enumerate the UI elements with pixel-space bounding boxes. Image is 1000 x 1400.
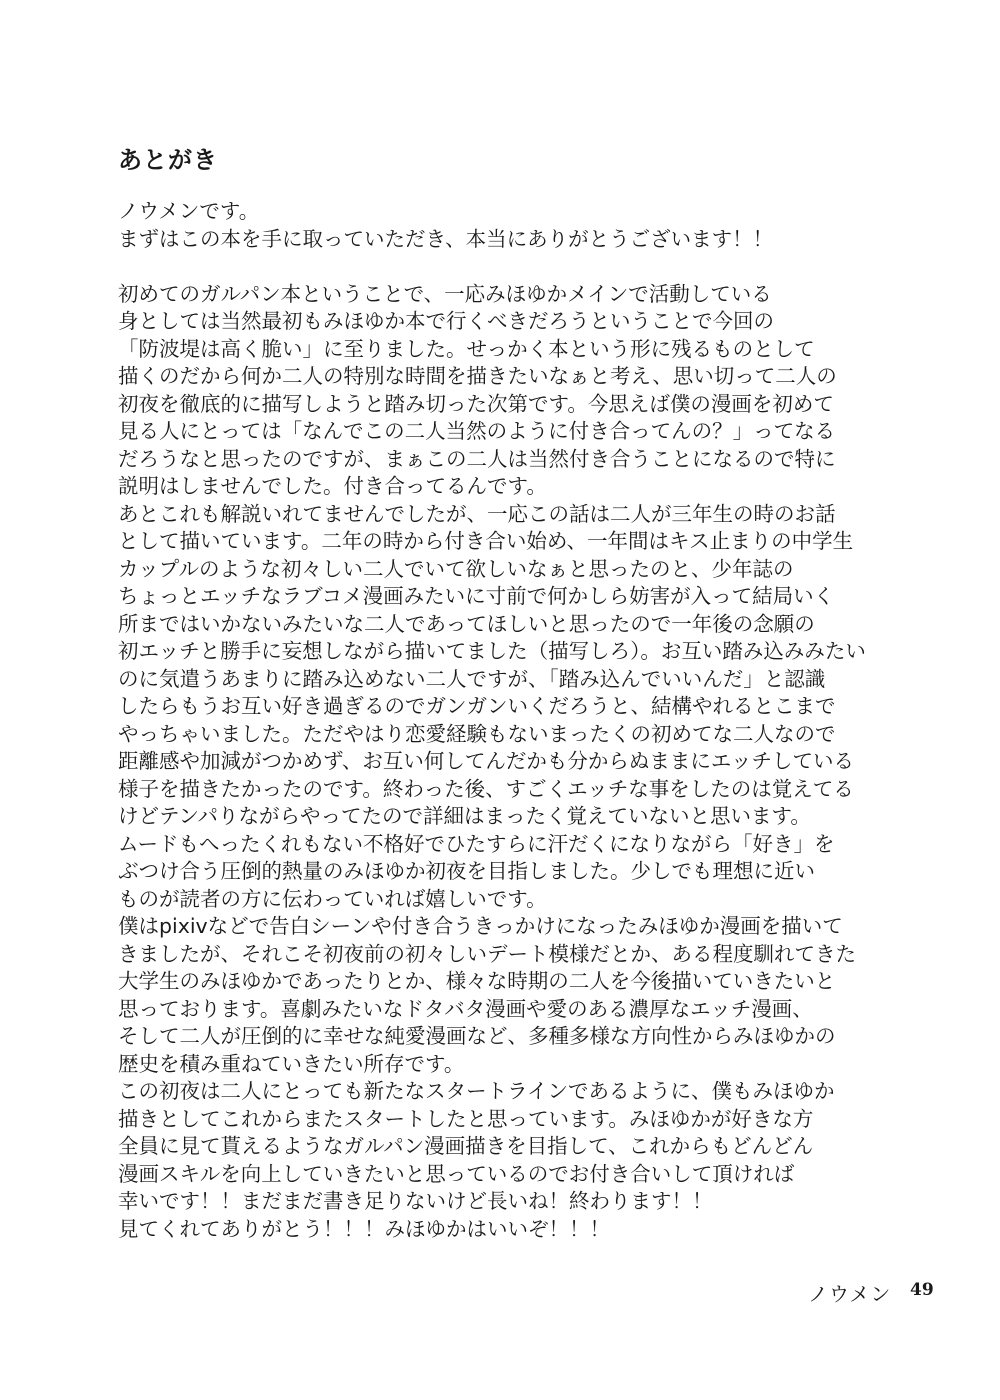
text-line: 距離感や加減がつかめず、お互い何してんだかも分からぬままにエッチしている [118,749,854,773]
text-line: したらもうお互い好き過ぎるのでガンガンいくだろうと、結構やれるとこまで [118,694,836,718]
text-line: そして二人が圧倒的に幸せな純愛漫画など、多種多様な方向性からみほゆかの [118,1024,836,1048]
page-number: 49 [910,1280,934,1300]
text-line: 「防波堤は高く脆い」に至りました。せっかく本という形に残るものとして [118,336,815,361]
text-line: けどテンパりながらやってたので詳細はまったく覚えていないと思います。 [118,804,811,828]
text-line: 見る人にとっては「なんでこの二人当然のように付き合ってんの？」ってなる [118,419,836,443]
afterword-heading: あとがき [118,146,218,174]
text-line: 説明はしませんでした。付き合ってるんです。 [118,474,547,498]
text-line: 全員に見て貰えるようなガルパン漫画描きを目指して、これからもどんどん [118,1134,814,1158]
text-line: ぶつけ合う圧倒的熱量のみほゆか初夜を目指しました。少しでも理想に近い [118,859,815,883]
text-line: 様子を描きたかったのです。終わった後、すごくエッチな事をしたのは覚えてる [118,776,854,801]
text-line: 身としては当然最初もみほゆか本で行くべきだろうということで今回の [118,309,774,333]
text-line: あとこれも解説いれてませんでしたが、一応この話は二人が三年生の時のお話 [118,501,836,526]
text-line: として描いています。二年の時から付き合い始め、一年間はキス止まりの中学生 [118,529,854,553]
afterword-body [118,198,908,1243]
text-line: のに気遣うあまりに踏み込めない二人ですが、「踏み込んでいいんだ」と認識 [118,666,826,691]
text-line: だろうなと思ったのですが、まぁこの二人は当然付き合うことになるので特に [118,446,836,471]
text-line: 大学生のみほゆかであったりとか、様々な時期の二人を今後描いていきたいと [118,969,836,993]
text-line: ムードもへったくれもない不格好でひたすらに汗だくになりながら「好き」を [118,831,835,856]
text-line: 思っております。喜劇みたいなドタバタ漫画や愛のある濃厚なエッチ漫画、 [118,996,813,1021]
text-line: 描くのだから何か二人の特別な時間を描きたいなぁと考え、思い切って二人の [118,364,837,388]
text-line: 見てくれてありがとう！！！みほゆかはいいぞ！！！ [118,1216,610,1241]
text-line: やっちゃいました。ただやはり恋愛経験もないまったくの初めてな二人なので [118,721,836,746]
text-line: ものが読者の方に伝わっていれば嬉しいです。 [118,886,547,911]
text-line: この初夜は二人にとっても新たなスタートラインであるように、僕もみほゆか [118,1079,835,1103]
text-line: きましたが、それこそ初夜前の初々しいデート模様だとか、ある程度馴れてきた [118,941,856,966]
text-line: ノウメンです。 [118,199,260,223]
text-line: まずはこの本を手に取っていただき、本当にありがとうございます！！ [118,226,774,251]
text-line: 歴史を積み重ねていきたい所存です。 [118,1051,465,1076]
text-line: 初夜を徹底的に描写しようと踏み切った次第です。今思えば僕の漫画を初めて [118,391,834,416]
author-signature: ノウメン [808,1282,892,1306]
text-line: 漫画スキルを向上していきたいと思っているのでお付き合いして頂ければ [118,1161,795,1186]
text-line: ちょっとエッチなラブコメ漫画みたいに寸前で何かしら妨害が入って結局いく [118,584,835,608]
text-line: 僕はpixivなどで告白シーンや付き合うきっかけになったみほゆか漫画を描いて [118,914,843,938]
text-line: 描きとしてこれからまたスタートしたと思っています。みほゆかが好きな方 [118,1106,814,1131]
text-line: カップルのような初々しい二人でいて欲しいなぁと思ったのと、少年誌の [118,556,794,581]
text-line: 初めてのガルパン本ということで、一応みほゆかメインで活動している [118,281,772,306]
text-line: 幸いです！！まだまだ書き足りないけど長いね！終わります！！ [118,1189,713,1213]
text-line: 所まではいかないみたいな二人であってほしいと思ったので一年後の念願の [118,611,815,636]
paragraph-gap [118,253,908,281]
text-line: 初エッチと勝手に妄想しながら描いてました（描写しろ）。お互い踏み込みみたい [118,639,866,663]
